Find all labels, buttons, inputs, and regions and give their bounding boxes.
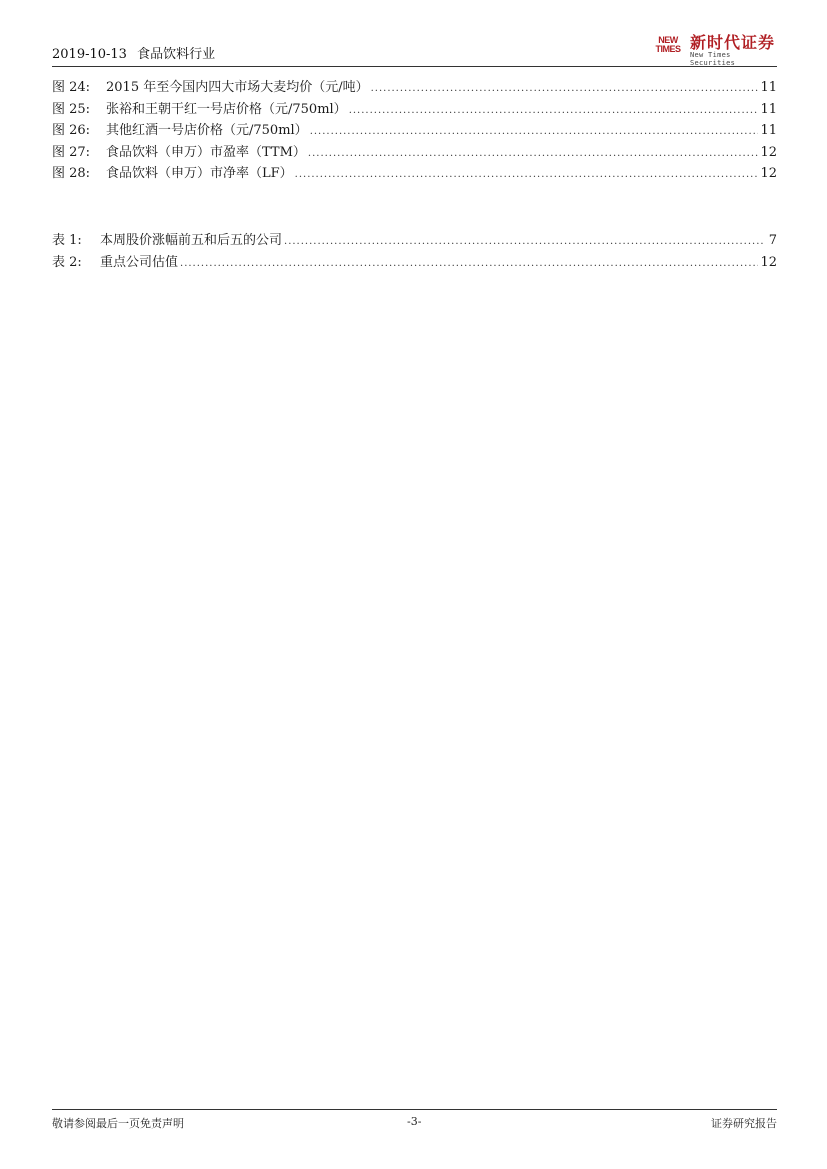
industry-name: 食品饮料行业: [137, 47, 216, 62]
entry-page: 12: [760, 166, 777, 181]
entry-title: 食品饮料（申万）市净率（LF）: [106, 166, 293, 181]
toc-entry-table-2[interactable]: [52, 251, 777, 273]
entry-page: 7: [768, 233, 777, 248]
entry-label: 图 25:: [52, 101, 91, 117]
disclaimer-note: 敬请参阅最后一页免责声明: [52, 1117, 184, 1130]
entry-title: 其他红酒一号店价格（元/750ml）: [106, 123, 308, 138]
toc-entry-figure-26[interactable]: [52, 119, 777, 141]
dot-leader: [284, 236, 765, 247]
toc-entry-figure-25[interactable]: [52, 98, 777, 120]
dot-leader: [371, 83, 759, 94]
entry-page: 12: [760, 144, 777, 160]
entry-page: 11: [760, 80, 777, 95]
page-footer: [52, 1109, 777, 1132]
entry-title: 张裕和王朝干红一号店价格（元/750ml）: [106, 101, 347, 117]
entry-title: 重点公司估值: [100, 254, 179, 270]
entry-title: 食品饮料（申万）市盈率（TTM）: [106, 144, 306, 160]
logo-badge-icon: NEW TIMES: [655, 35, 681, 54]
report-date: 2019-10-13: [52, 47, 127, 62]
report-type: 证券研究报告: [711, 1117, 777, 1130]
toc-entry-table-1[interactable]: [52, 229, 777, 251]
entry-label: 图 28:: [52, 166, 91, 181]
entry-label: 表 1:: [52, 233, 82, 248]
toc-entry-figure-28[interactable]: [52, 162, 777, 184]
company-logo: [652, 30, 777, 67]
dot-leader: [295, 169, 759, 180]
logo-name-en: New Times Securities: [690, 51, 736, 67]
table-list: [52, 229, 777, 272]
header-info: [52, 43, 221, 62]
entry-label: 表 2:: [52, 254, 82, 270]
dot-leader: [308, 148, 759, 159]
page-number: -3-: [407, 1115, 422, 1128]
entry-title: 2015 年至今国内四大市场大麦均价（元/吨）: [106, 80, 369, 95]
dot-leader: [310, 126, 759, 137]
figure-list: [52, 76, 777, 184]
dot-leader: [180, 258, 758, 269]
page-header: [52, 28, 777, 67]
dot-leader: [349, 105, 759, 116]
entry-label: 图 27:: [52, 144, 91, 160]
entry-page: 11: [760, 123, 777, 138]
entry-page: 12: [760, 254, 777, 270]
logo-name-cn: 新时代证券: [690, 33, 776, 52]
toc-entry-figure-24[interactable]: [52, 76, 777, 98]
entry-title: 本周股价涨幅前五和后五的公司: [100, 233, 283, 248]
entry-page: 11: [760, 101, 777, 117]
entry-label: 图 24:: [52, 80, 91, 95]
entry-label: 图 26:: [52, 123, 91, 138]
toc-entry-figure-27[interactable]: [52, 141, 777, 163]
